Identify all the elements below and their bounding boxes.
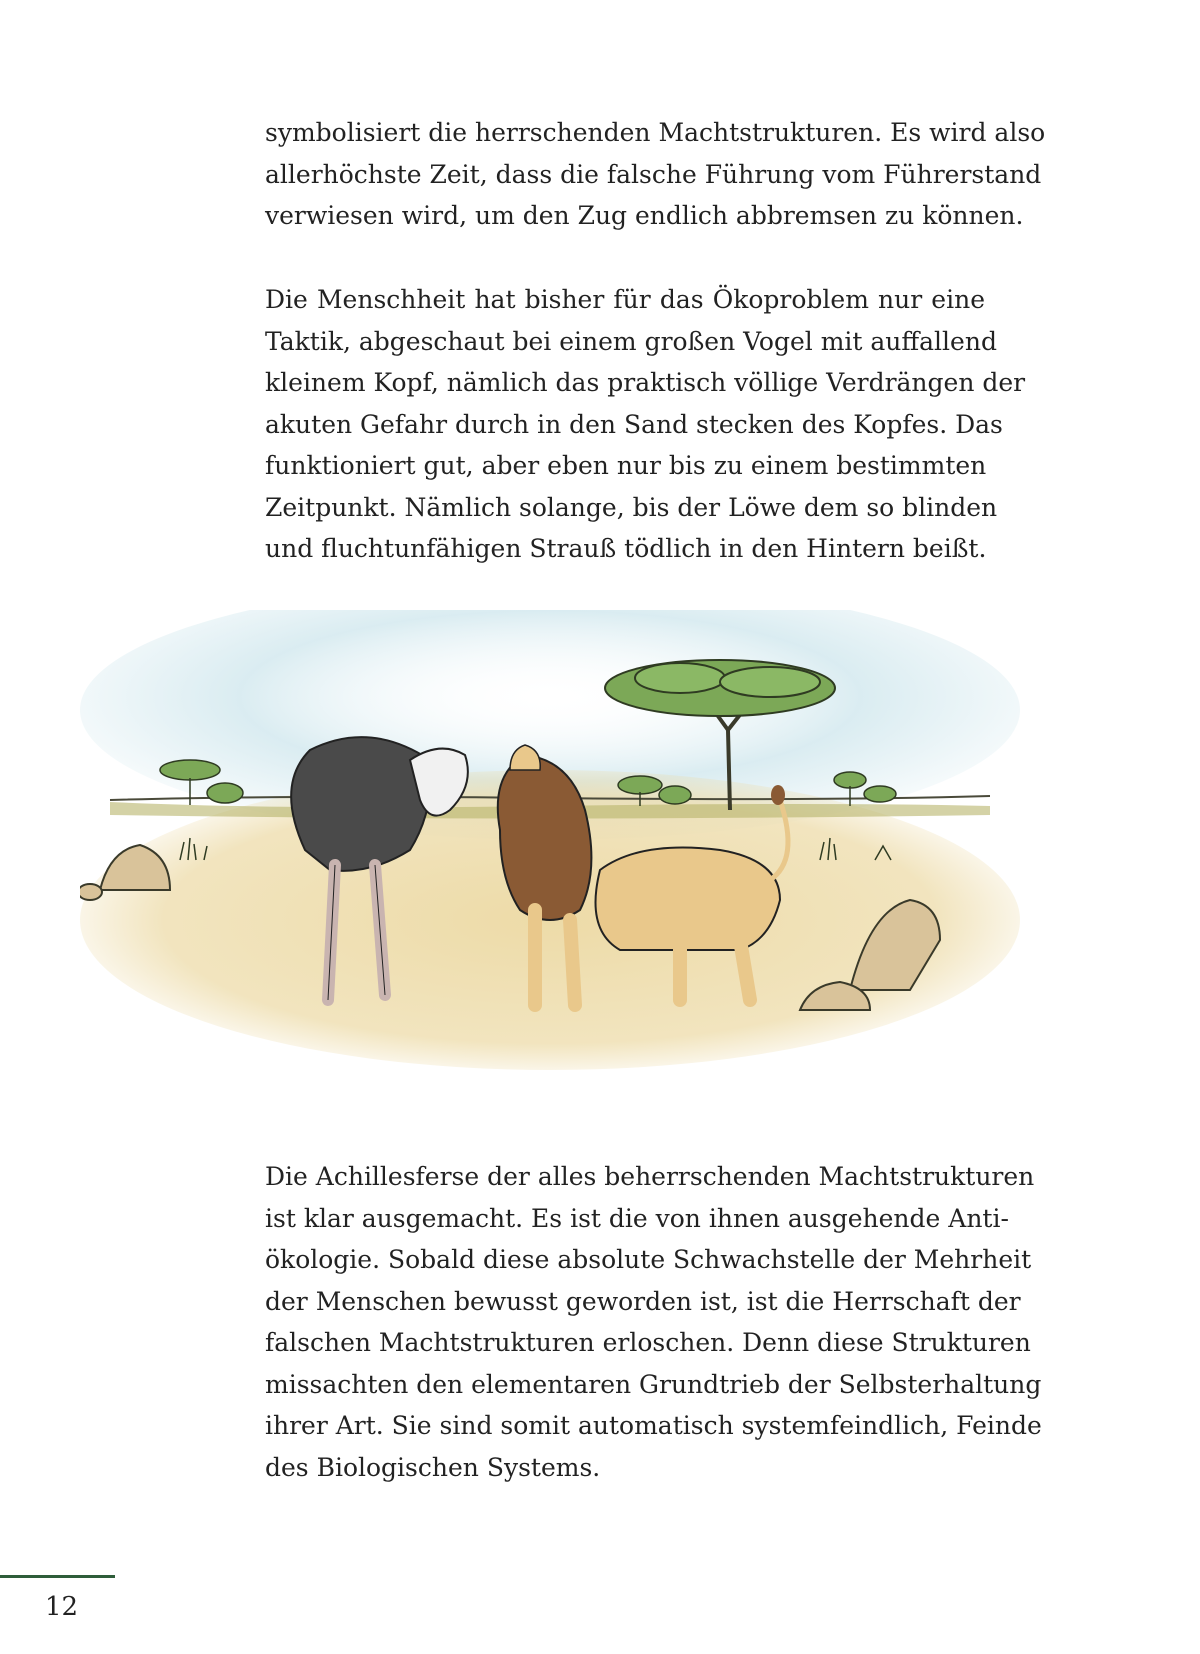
text-line: missachten den elementaren Grundtrieb der Selbsterhaltung (265, 1369, 1042, 1399)
text-line: Die Achillesferse der alles beherrschenden Machtstrukturen (265, 1162, 1035, 1191)
text-line: Taktik, abgeschaut bei einem großen Vogel mit auffallend (265, 326, 997, 356)
paragraph-3 (265, 1156, 1042, 1488)
savanna-illustration (80, 610, 1020, 1110)
text-line: kleinem Kopf, nämlich das praktisch völlige Verdrängen der (265, 368, 1026, 397)
text-line: ihrer Art. Sie sind somit automatisch systemfeindlich, Feinde (265, 1411, 1042, 1440)
text-line: des Biologischen Systems. (265, 1452, 601, 1482)
text-line: falschen Machtstrukturen erloschen. Denn diese Strukturen (265, 1328, 1031, 1357)
paragraph-1 (265, 112, 1046, 237)
text-line: Die Menschheit hat bisher für das Ökoproblem nur eine (265, 285, 985, 314)
text-line: funktioniert gut, aber eben nur bis zu einem bestimmten (265, 451, 987, 480)
text-line: ist klar ausgemacht. Es ist die von ihnen ausgehende Anti- (265, 1203, 1009, 1233)
footer-rule (0, 1575, 115, 1578)
text-line: Zeitpunkt. Nämlich solange, bis der Löwe dem so blinden (265, 492, 998, 522)
text-line: ökologie. Sobald diese absolute Schwachstelle der Mehrheit (265, 1245, 1032, 1274)
paragraph-2 (265, 279, 1026, 570)
text-line: und fluchtunfähigen Strauß tödlich in den Hintern beißt. (265, 534, 987, 563)
text-line: akuten Gefahr durch in den Sand stecken des Kopfes. Das (265, 409, 1003, 439)
page-number: 12 (45, 1592, 79, 1622)
text-line: allerhöchste Zeit, dass die falsche Führung vom Führerstand (265, 159, 1042, 189)
text-line: der Menschen bewusst geworden ist, ist die Herrschaft der (265, 1286, 1021, 1316)
text-line: verwiesen wird, um den Zug endlich abbremsen zu können. (265, 201, 1024, 230)
text-line: symbolisiert die herrschenden Machtstrukturen. Es wird also (265, 118, 1046, 147)
